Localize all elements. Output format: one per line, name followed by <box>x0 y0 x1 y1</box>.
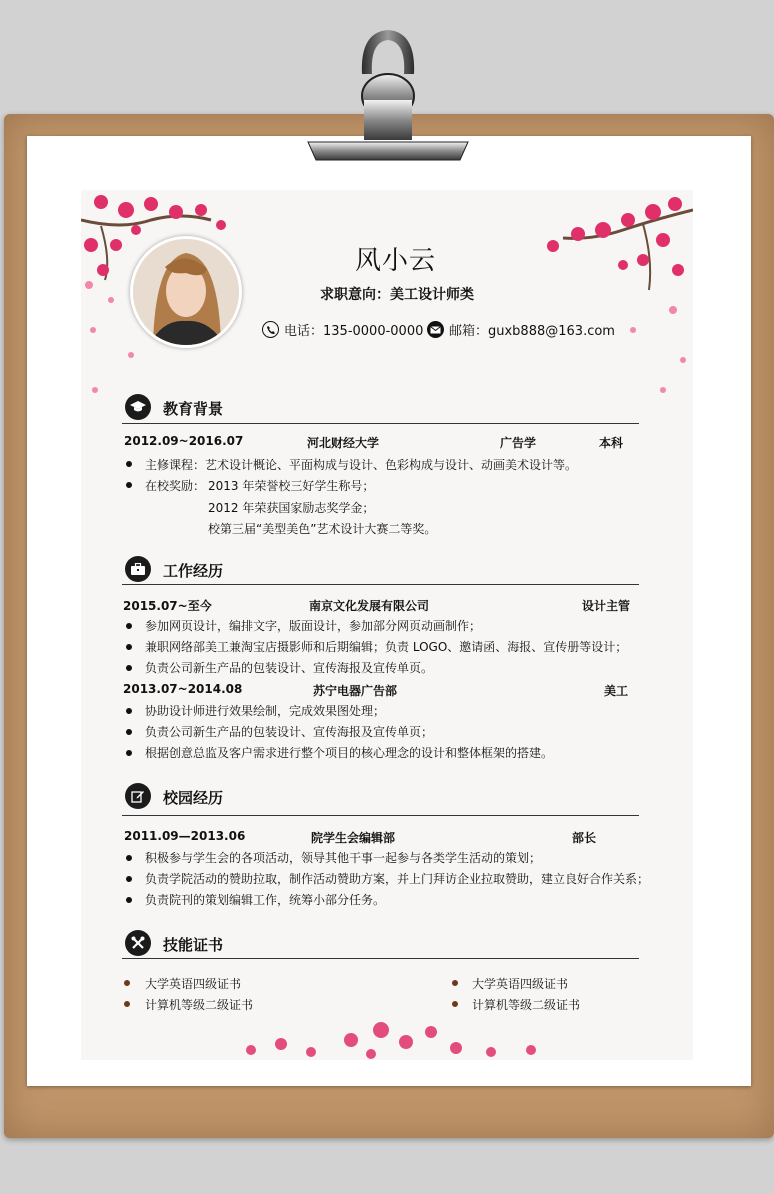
campus-org: 院学生会编辑部 <box>311 831 396 845</box>
edit-pen-icon <box>125 783 151 809</box>
phone-icon <box>262 321 279 338</box>
education-courses: 主修课程：艺术设计概论、平面构成与设计、色彩构成与设计、动画美术设计等。 <box>145 458 578 472</box>
job-1-company: 南京文化发展有限公司 <box>309 599 430 613</box>
section-divider <box>122 815 639 816</box>
bullet <box>126 855 132 861</box>
bullet <box>452 1001 458 1007</box>
skills-title: 技能证书 <box>163 936 224 954</box>
job-2-position: 美工 <box>604 684 629 698</box>
bullet <box>126 897 132 903</box>
bullet <box>126 665 132 671</box>
skill-left-1: 大学英语四级证书 <box>145 977 242 991</box>
education-title: 教育背景 <box>163 400 224 418</box>
job-1-duty-2: 兼职网络部美工兼淘宝店摄影师和后期编辑；负责 LOGO、邀请函、海报、宣传册等设计； <box>145 640 628 654</box>
tools-icon <box>125 930 151 956</box>
graduation-cap-icon <box>125 394 151 420</box>
job-1-period: 2015.07~至今 <box>123 599 212 613</box>
bullet <box>126 482 132 488</box>
bullet <box>126 729 132 735</box>
cherry-blossom-bottom-decoration <box>231 1010 561 1060</box>
job-1-position: 设计主管 <box>582 599 631 613</box>
campus-role: 部长 <box>572 831 597 845</box>
skill-right-1: 大学英语四级证书 <box>472 977 569 991</box>
education-period: 2012.09~2016.07 <box>124 434 244 448</box>
binder-clip-icon <box>300 26 476 176</box>
bullet <box>124 1001 130 1007</box>
job-2-duty-2: 负责公司新生产品的包装设计、宣传海报及宣传单页； <box>145 725 434 739</box>
email-text: 邮箱：guxb888@163.com <box>449 324 615 339</box>
section-divider <box>122 423 639 424</box>
education-award-1: 2013 年荣誉校三好学生称号； <box>208 479 375 493</box>
skill-left-2: 计算机等级二级证书 <box>145 998 254 1012</box>
bullet <box>452 980 458 986</box>
bullet <box>126 623 132 629</box>
campus-period: 2011.09—2013.06 <box>124 829 246 843</box>
phone-contact <box>262 320 423 339</box>
job-2-period: 2013.07~2014.08 <box>123 682 243 696</box>
campus-title: 校园经历 <box>163 789 224 807</box>
avatar <box>130 236 242 348</box>
job-2-duty-3: 根据创意总监及客户需求进行整个项目的核心理念的设计和整体框架的搭建。 <box>145 746 554 760</box>
bullet <box>126 461 132 467</box>
education-degree: 本科 <box>599 436 624 450</box>
briefcase-icon <box>125 556 151 582</box>
section-divider <box>122 584 639 585</box>
bullet <box>126 708 132 714</box>
education-award-2: 2012 年荣获国家励志奖学金； <box>208 501 375 515</box>
education-award-3: 校第三届“美型美色”艺术设计大赛二等奖。 <box>208 522 437 536</box>
bullet <box>126 750 132 756</box>
campus-duty-3: 负责院刊的策划编辑工作，统筹小部分任务。 <box>145 893 386 907</box>
education-major: 广告学 <box>500 436 537 450</box>
education-awards-label: 在校奖励： <box>145 479 206 493</box>
skill-right-2: 计算机等级二级证书 <box>472 998 581 1012</box>
email-icon <box>427 321 444 338</box>
job-intent: 求职意向：美工设计师类 <box>320 287 474 303</box>
work-title: 工作经历 <box>163 562 224 580</box>
bullet <box>126 644 132 650</box>
job-2-duty-1: 协助设计师进行效果绘制，完成效果图处理； <box>145 704 386 718</box>
bullet <box>124 980 130 986</box>
section-divider <box>122 958 639 959</box>
job-1-duty-3: 负责公司新生产品的包装设计、宣传海报及宣传单页。 <box>145 661 434 675</box>
job-1-duty-1: 参加网页设计，编排文字，版面设计，参加部分网页动画制作； <box>145 619 482 633</box>
cherry-blossom-right-decoration <box>503 190 693 410</box>
email-contact <box>427 320 615 339</box>
bullet <box>126 876 132 882</box>
campus-duty-2: 负责学院活动的赞助拉取，制作活动赞助方案，并上门拜访企业拉取赞助，建立良好合作关系； <box>145 872 650 886</box>
phone-text: 电话：135-0000-0000 <box>284 324 424 339</box>
education-school: 河北财经大学 <box>307 436 380 450</box>
candidate-name: 风小云 <box>355 246 437 276</box>
campus-duty-1: 积极参与学生会的各项活动，领导其他干事一起参与各类学生活动的策划； <box>145 851 542 865</box>
job-2-company: 苏宁电器广告部 <box>313 684 398 698</box>
